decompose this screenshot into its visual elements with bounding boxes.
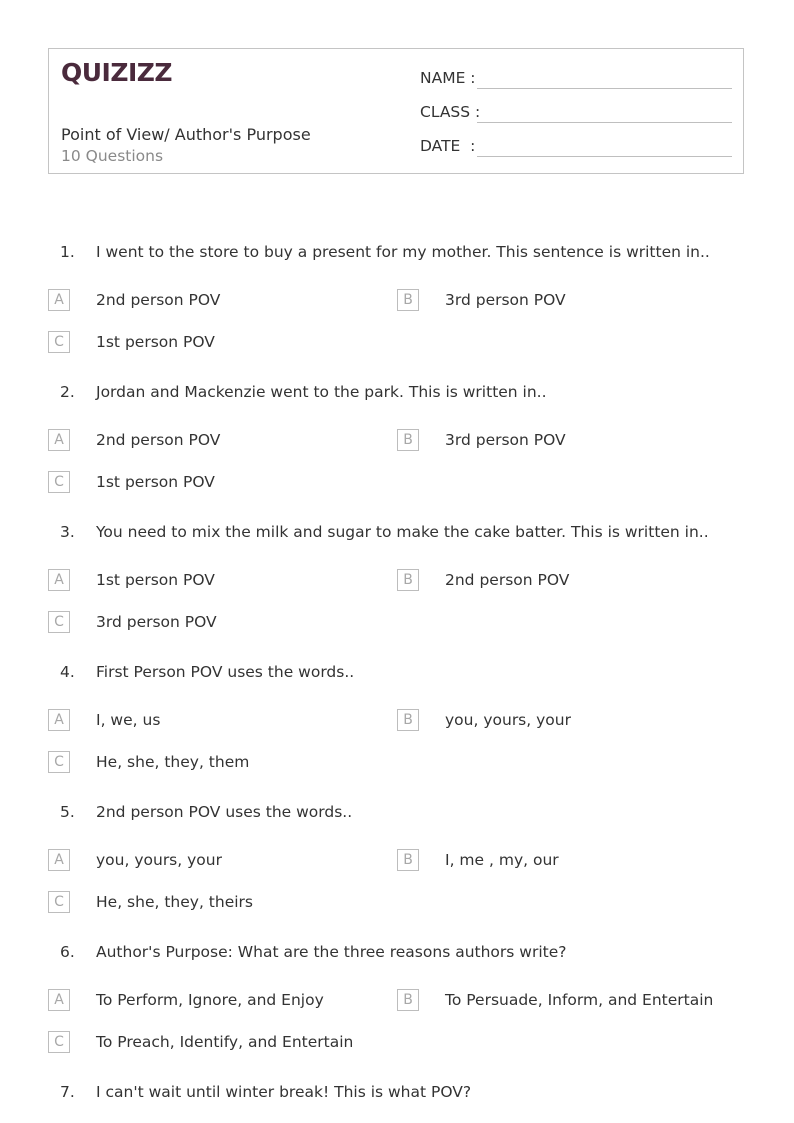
question-text: You need to mix the milk and sugar to make the cake batter. This is written in.. bbox=[96, 523, 709, 541]
worksheet-title: Point of View/ Author's Purpose bbox=[61, 125, 311, 144]
option-letter-box[interactable]: A bbox=[48, 569, 70, 591]
name-line[interactable] bbox=[477, 88, 732, 89]
question-count: 10 Questions bbox=[61, 147, 164, 165]
question-text: First Person POV uses the words.. bbox=[96, 663, 355, 681]
question-number: 7. bbox=[60, 1083, 75, 1101]
option-letter-box[interactable]: C bbox=[48, 471, 70, 493]
option-text: To Perform, Ignore, and Enjoy bbox=[96, 991, 324, 1009]
option-text: To Preach, Identify, and Entertain bbox=[96, 1033, 354, 1051]
option-text: 1st person POV bbox=[96, 333, 215, 351]
option-letter-box[interactable]: C bbox=[48, 331, 70, 353]
class-line[interactable] bbox=[477, 122, 732, 123]
option-text: 3rd person POV bbox=[96, 613, 217, 631]
question-text: 2nd person POV uses the words.. bbox=[96, 803, 353, 821]
option-letter-box[interactable]: C bbox=[48, 1031, 70, 1053]
option-text: you, yours, your bbox=[445, 711, 571, 729]
option-letter-box[interactable]: A bbox=[48, 989, 70, 1011]
option-text: 2nd person POV bbox=[96, 431, 221, 449]
worksheet-header bbox=[48, 48, 744, 174]
option-letter-box[interactable]: C bbox=[48, 611, 70, 633]
question-text: I went to the store to buy a present for my mother. This sentence is written in.. bbox=[96, 243, 710, 261]
quizizz-logo: QUIZIZZ bbox=[61, 58, 173, 87]
option-text: I, we, us bbox=[96, 711, 161, 729]
question-number: 4. bbox=[60, 663, 75, 681]
option-text: To Persuade, Inform, and Entertain bbox=[445, 991, 714, 1009]
question-text: Jordan and Mackenzie went to the park. This is written in.. bbox=[96, 383, 547, 401]
option-letter-box[interactable]: B bbox=[397, 289, 419, 311]
option-text: He, she, they, theirs bbox=[96, 893, 253, 911]
option-letter-box[interactable]: A bbox=[48, 289, 70, 311]
option-text: He, she, they, them bbox=[96, 753, 250, 771]
option-text: 3rd person POV bbox=[445, 291, 566, 309]
option-letter-box[interactable]: B bbox=[397, 429, 419, 451]
option-letter-box[interactable]: B bbox=[397, 709, 419, 731]
option-letter-box[interactable]: C bbox=[48, 891, 70, 913]
option-letter-box[interactable]: B bbox=[397, 569, 419, 591]
option-letter-box[interactable]: A bbox=[48, 849, 70, 871]
name-label: NAME : bbox=[420, 69, 476, 87]
option-letter-box[interactable]: B bbox=[397, 989, 419, 1011]
option-text: 2nd person POV bbox=[96, 291, 221, 309]
option-text: you, yours, your bbox=[96, 851, 222, 869]
option-text: 3rd person POV bbox=[445, 431, 566, 449]
question-text: I can't wait until winter break! This is what POV? bbox=[96, 1083, 472, 1101]
option-text: 1st person POV bbox=[96, 571, 215, 589]
option-text: 2nd person POV bbox=[445, 571, 570, 589]
option-text: 1st person POV bbox=[96, 473, 215, 491]
option-letter-box[interactable]: A bbox=[48, 429, 70, 451]
class-label: CLASS : bbox=[420, 103, 481, 121]
option-letter-box[interactable]: A bbox=[48, 709, 70, 731]
question-number: 3. bbox=[60, 523, 75, 541]
question-number: 6. bbox=[60, 943, 75, 961]
date-line[interactable] bbox=[477, 156, 732, 157]
question-number: 1. bbox=[60, 243, 75, 261]
option-letter-box[interactable]: C bbox=[48, 751, 70, 773]
option-letter-box[interactable]: B bbox=[397, 849, 419, 871]
question-number: 5. bbox=[60, 803, 75, 821]
question-text: Author's Purpose: What are the three reasons authors write? bbox=[96, 943, 567, 961]
date-label: DATE : bbox=[420, 137, 476, 155]
question-number: 2. bbox=[60, 383, 75, 401]
option-text: I, me , my, our bbox=[445, 851, 559, 869]
